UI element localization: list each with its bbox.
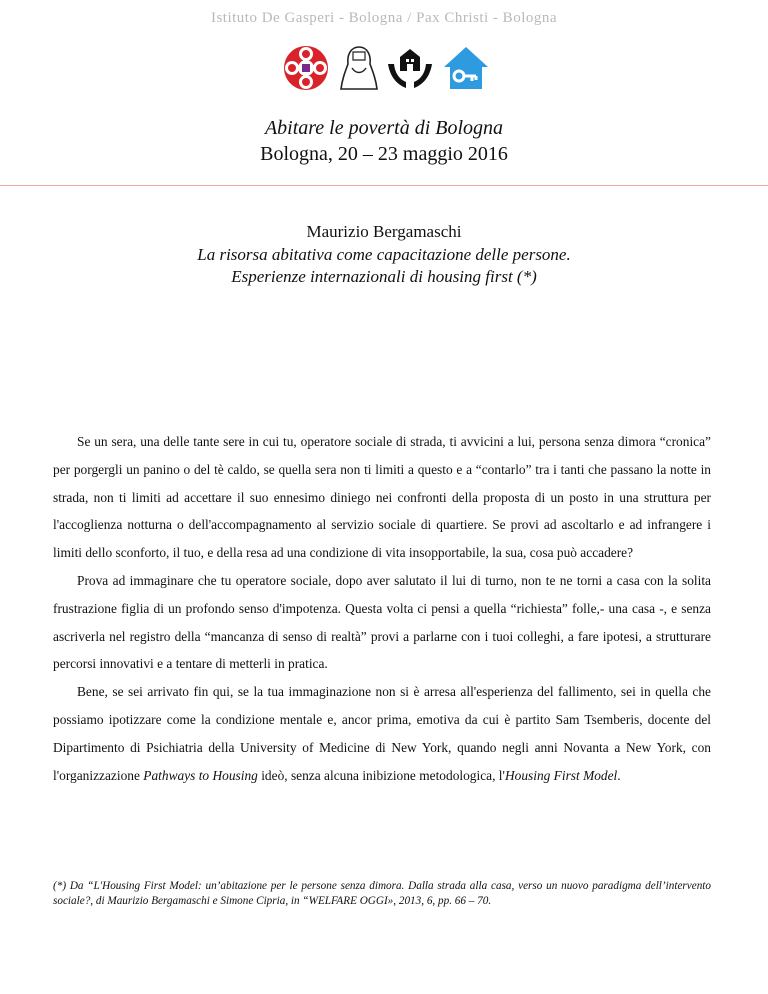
talk-subtitle-line1: La risorsa abitativa come capacitazione delle persone.: [197, 245, 571, 264]
paragraph-3-start: Bene, se sei arrivato fin qui, se la tua immaginazione non si è arresa all'esperienza del fallimento, sei in quella che possiamo ipotizzare come la condizione mentale e, ancor prima, emotiva da cui è partito Sam Tsemberis, docente del Dipartimento di Psichiatria della University of Medicine di New York, quando negli anni Novanta a New York, con l'organizzazione: [53, 684, 711, 783]
model-name: Housing First Model: [504, 767, 618, 783]
event-title: Abitare le povertà di Bologna: [264, 117, 504, 139]
section-divider: [0, 185, 768, 186]
talk-subtitle-line2: Esperienze internazionali di housing first (*): [231, 267, 537, 286]
institution-header: Istituto De Gasperi - Bologna / Pax Christi - Bologna: [210, 10, 558, 26]
paragraph-3: [53, 678, 711, 789]
body-text: [53, 428, 711, 789]
paragraph-3-mid: ideò, senza alcuna inibizione metodologica, l': [257, 767, 505, 783]
paragraph-2: Prova ad immaginare che tu operatore sociale, dopo aver salutato il lui di turno, non te ne torni a casa con la solita frustrazione figlia di un profondo senso d'impotenza. Questa volta ci pensi a quella “richiesta” folle,- una casa -, e senza ascriverla nel registro della “mancanza di senso di realtà” provi a parlarne con i tuoi colleghi, a fare ipotesi, a strutturare percorsi innovativi e a tentare di metterli in pratica.: [53, 572, 711, 672]
footnote: (*) Da “L'Housing First Model: un’abitazione per le persone senza dimora. Dalla strada alla casa, verso un nuovo paradigma dell’intervento sociale?, di Maurizio Bergamaschi e Simone Cipria, in “WELFARE OGGI», 2013, 6, pp. 66 – 70.: [53, 880, 711, 907]
paragraph-1: Se un sera, una delle tante sere in cui tu, operatore sociale di strada, ti avvicini a lui, persona senza dimora “cronica” per porgergli un panino o del tè caldo, se quella sera non ti limiti a questo e a “contarlo” tra i tanti che passano la notte in strada, non ti limiti ad accettare il suo ennesimo diniego nei confronti della proposta di un posto in una struttura per l'accoglienza notturna o dell'accompagnamento al servizio sociale di quartiere. Se provi ad ascoltarlo e ad infrangere i limiti dello sconforto, il tuo, e della resa ad una condizione di vita insopportabile, la sua, cosa può accadere?: [53, 434, 711, 561]
house-key-icon: [442, 44, 490, 92]
veiled-figure-icon: [338, 44, 380, 92]
paragraph-3-end: .: [617, 767, 621, 783]
talk-author: Maurizio Bergamaschi: [306, 222, 462, 241]
event-date: Bologna, 20 – 23 maggio 2016: [260, 143, 508, 165]
organization-name: Pathways to Housing: [143, 767, 258, 783]
partner-logos: [282, 44, 492, 92]
hands-house-icon: [386, 44, 434, 92]
rosette-logo-icon: [282, 44, 330, 92]
